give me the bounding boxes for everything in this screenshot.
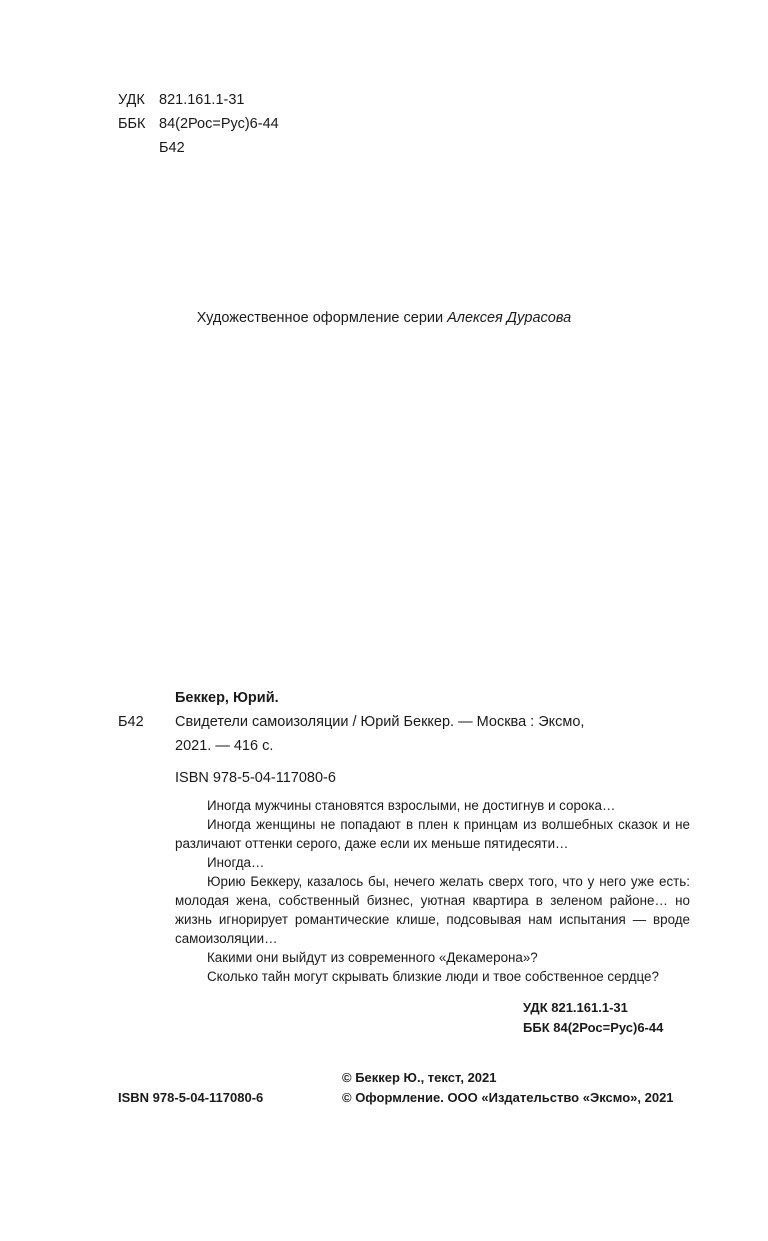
udk-code: УДК 821.161.1-31 <box>523 1000 628 1015</box>
annotation-paragraph: Иногда мужчины становятся взрослыми, не достигнув и сорока… <box>207 798 616 813</box>
author-mark: Б42 <box>159 140 185 156</box>
isbn: ISBN 978-5-04-117080-6 <box>175 770 336 786</box>
imprint-flow <box>118 686 690 1108</box>
publication-line: 2021. — 416 с. <box>175 738 274 754</box>
bottom-classification <box>523 998 690 1038</box>
annotation-paragraph: Иногда… <box>207 855 265 870</box>
author-mark: Б42 <box>118 714 144 730</box>
design-credit <box>0 306 768 330</box>
copyright-block <box>342 1068 674 1108</box>
bbk-code: ББК 84(2Рос=Рус)6-44 <box>523 1020 664 1035</box>
annotation-paragraph: Сколько тайн могут скрывать близкие люди и твое собственное сердце? <box>207 969 659 984</box>
title-line: Свидетели самоизоляции / Юрий Беккер. — Москва : Эксмо, <box>175 714 585 730</box>
isbn-bottom: ISBN 978-5-04-117080-6 <box>118 1090 264 1105</box>
udk-value: 821.161.1-31 <box>159 92 245 108</box>
copyright-text: © Беккер Ю., текст, 2021 <box>342 1070 497 1085</box>
credit-text: Художественное оформление серии <box>196 310 448 326</box>
credit-artist: Алексея Дурасова <box>447 310 572 326</box>
copyright-design: © Оформление. ООО «Издательство «Эксмо», 2021 <box>342 1090 674 1105</box>
classification-codes <box>118 88 279 160</box>
annotation-paragraph: Иногда женщины не попадают в плен к принцам из волшебных сказок и не различают оттенки серого, даже если их меньше пятидесяти… <box>175 817 690 851</box>
bottom-row <box>118 1068 690 1108</box>
bbk-value: 84(2Рос=Рус)6-44 <box>159 116 279 132</box>
author-heading: Беккер, Юрий. <box>175 690 279 706</box>
udk-label: УДК <box>118 92 145 108</box>
bbk-label: ББК <box>118 116 146 132</box>
annotation <box>175 796 690 986</box>
annotation-paragraph: Какими они выйдут из современного «Декамерона»? <box>207 950 538 965</box>
annotation-paragraph: Юрию Беккеру, казалось бы, нечего желать сверх того, что у него уже есть: молодая жена, собственный бизнес, уютная квартира в зеленом районе… но жизнь игнорирует романтические клише, подсовывая нам испытания — вроде самоизоляции… <box>175 874 690 946</box>
bibliographic-record <box>118 686 690 758</box>
